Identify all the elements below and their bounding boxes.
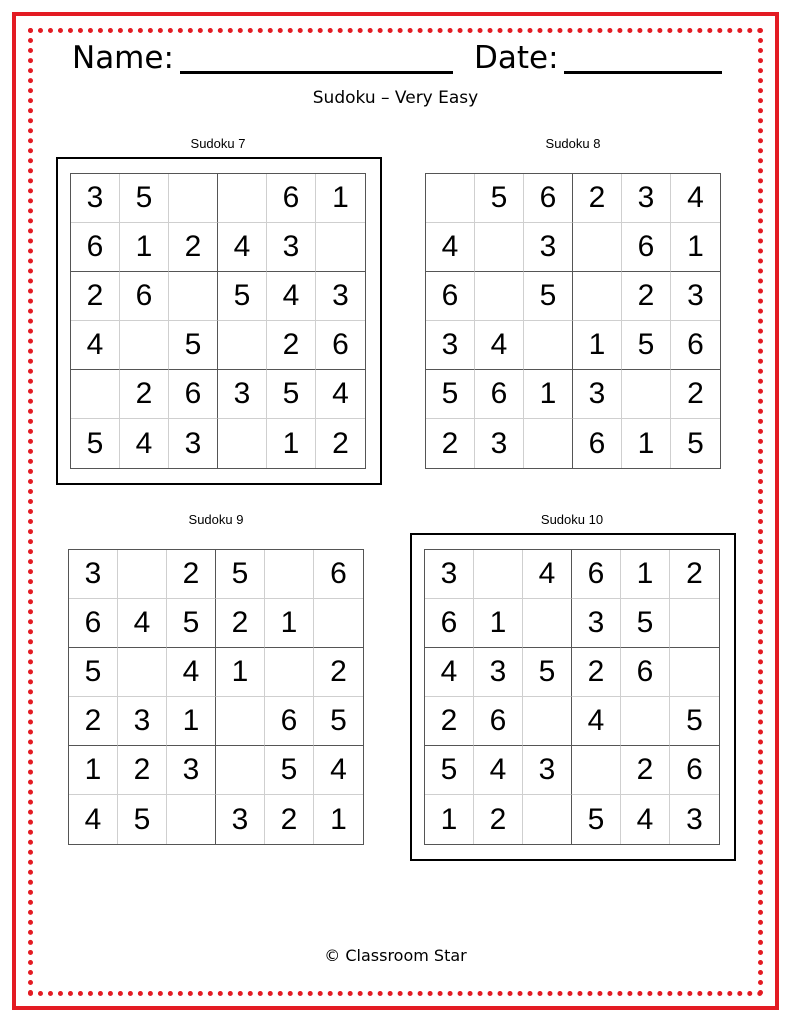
sudoku-cell: 6 (425, 599, 474, 648)
sudoku-cell: 6 (265, 697, 314, 746)
sudoku-cell: 5 (572, 795, 621, 844)
sudoku-cell: 2 (426, 419, 475, 468)
sudoku-cell: 5 (475, 174, 524, 223)
sudoku-cell (118, 550, 167, 599)
sudoku-cell (572, 746, 621, 795)
sudoku-cell: 6 (572, 550, 621, 599)
sudoku-cell: 6 (474, 697, 523, 746)
sudoku-cell: 5 (69, 648, 118, 697)
sudoku-cell (524, 321, 573, 370)
sudoku-cell: 6 (120, 272, 169, 321)
sudoku-cell (71, 370, 120, 419)
worksheet-subtitle: Sudoku – Very Easy (312, 88, 479, 108)
sudoku-cell: 4 (316, 370, 365, 419)
sudoku-cell: 5 (167, 599, 216, 648)
sudoku-cell: 5 (621, 599, 670, 648)
sudoku-cell: 4 (474, 746, 523, 795)
name-label: Name: (72, 40, 174, 76)
sudoku-cell: 3 (218, 370, 267, 419)
sudoku-cell: 2 (118, 746, 167, 795)
sudoku-cell: 5 (425, 746, 474, 795)
sudoku-cell: 3 (474, 648, 523, 697)
sudoku-cell: 5 (622, 321, 671, 370)
sudoku-grid (68, 549, 364, 845)
sudoku-cell: 3 (118, 697, 167, 746)
date-line (564, 71, 722, 74)
sudoku-cell: 4 (118, 599, 167, 648)
sudoku-cell: 3 (71, 174, 120, 223)
sudoku-cell (218, 321, 267, 370)
sudoku-cell: 5 (267, 370, 316, 419)
sudoku-cell: 2 (71, 272, 120, 321)
sudoku-cell: 5 (71, 419, 120, 468)
puzzle-title: Sudoku 8 (545, 136, 601, 151)
sudoku-cell: 4 (314, 746, 363, 795)
sudoku-cell (216, 746, 265, 795)
sudoku-cell: 3 (671, 272, 720, 321)
sudoku-cell: 2 (622, 272, 671, 321)
sudoku-cell (218, 419, 267, 468)
sudoku-cell (621, 697, 670, 746)
sudoku-cell: 2 (314, 648, 363, 697)
sudoku-cell: 6 (69, 599, 118, 648)
sudoku-cell (118, 648, 167, 697)
sudoku-cell: 5 (218, 272, 267, 321)
sudoku-cell: 3 (426, 321, 475, 370)
sudoku-cell: 5 (670, 697, 719, 746)
sudoku-cell: 1 (330, 802, 347, 836)
puzzle-title: Sudoku 10 (540, 512, 604, 527)
sudoku-cell: 4 (425, 648, 474, 697)
sudoku-cell (573, 272, 622, 321)
sudoku-cell (523, 697, 572, 746)
sudoku-cell (426, 174, 475, 223)
sudoku-cell: 2 (167, 550, 216, 599)
sudoku-cell (622, 370, 671, 419)
sudoku-cell: 3 (216, 795, 265, 844)
sudoku-cell (670, 599, 719, 648)
sudoku-cell (670, 648, 719, 697)
sudoku-cell: 3 (169, 419, 218, 468)
sudoku-cell: 6 (670, 746, 719, 795)
sudoku-cell: 6 (671, 321, 720, 370)
sudoku-cell: 4 (572, 697, 621, 746)
sudoku-cell (169, 174, 218, 223)
sudoku-cell: 2 (671, 370, 720, 419)
sudoku-cell (216, 697, 265, 746)
sudoku-cell: 2 (474, 795, 523, 844)
sudoku-cell: 2 (572, 648, 621, 697)
sudoku-cell: 1 (671, 223, 720, 272)
sudoku-cell: 2 (69, 697, 118, 746)
sudoku-cell: 2 (670, 550, 719, 599)
sudoku-cell: 4 (120, 419, 169, 468)
sudoku-cell: 6 (426, 272, 475, 321)
sudoku-cell: 5 (314, 697, 363, 746)
sudoku-cell: 3 (572, 599, 621, 648)
sudoku-cell: 5 (523, 648, 572, 697)
sudoku-grid (425, 173, 721, 469)
sudoku-cell: 2 (216, 599, 265, 648)
sudoku-cell: 4 (218, 223, 267, 272)
sudoku-cell: 5 (265, 746, 314, 795)
sudoku-cell (265, 550, 314, 599)
sudoku-cell: 4 (621, 795, 670, 844)
sudoku-cell: 4 (71, 321, 120, 370)
sudoku-cell: 3 (475, 419, 524, 468)
sudoku-cell: 4 (267, 272, 316, 321)
sudoku-cell (573, 223, 622, 272)
sudoku-cell: 2 (169, 223, 218, 272)
sudoku-cell: 1 (316, 174, 365, 223)
sudoku-cell: 1 (69, 746, 118, 795)
sudoku-cell: 1 (474, 599, 523, 648)
sudoku-cell: 2 (120, 370, 169, 419)
sudoku-cell: 1 (216, 648, 265, 697)
sudoku-cell: 3 (686, 802, 703, 836)
sudoku-cell (167, 795, 216, 844)
sudoku-cell: 1 (622, 419, 671, 468)
sudoku-cell: 2 (267, 321, 316, 370)
sudoku-cell: 3 (523, 746, 572, 795)
sudoku-cell: 5 (524, 272, 573, 321)
sudoku-cell (474, 550, 523, 599)
puzzle-title: Sudoku 7 (190, 136, 246, 151)
sudoku-cell: 5 (118, 795, 167, 844)
sudoku-cell (475, 272, 524, 321)
sudoku-cell: 2 (621, 746, 670, 795)
sudoku-cell (475, 223, 524, 272)
sudoku-cell: 1 (621, 550, 670, 599)
sudoku-cell: 3 (622, 174, 671, 223)
sudoku-cell: 1 (524, 370, 573, 419)
sudoku-cell: 3 (573, 370, 622, 419)
sudoku-cell: 4 (426, 223, 475, 272)
sudoku-cell: 6 (573, 419, 622, 468)
sudoku-cell: 2 (425, 697, 474, 746)
sudoku-cell: 3 (524, 223, 573, 272)
sudoku-cell: 1 (120, 223, 169, 272)
sudoku-cell: 1 (265, 599, 314, 648)
sudoku-cell: 3 (167, 746, 216, 795)
copyright-footer: © Classroom Star (324, 946, 467, 965)
sudoku-cell (120, 321, 169, 370)
sudoku-cell: 6 (621, 648, 670, 697)
sudoku-cell (265, 648, 314, 697)
sudoku-cell: 5 (120, 174, 169, 223)
sudoku-cell: 3 (425, 550, 474, 599)
sudoku-cell: 6 (169, 370, 218, 419)
sudoku-cell: 5 (687, 426, 704, 460)
sudoku-cell: 1 (573, 321, 622, 370)
sudoku-cell: 4 (475, 321, 524, 370)
sudoku-cell: 6 (475, 370, 524, 419)
sudoku-cell: 1 (167, 697, 216, 746)
sudoku-cell: 6 (267, 174, 316, 223)
date-label: Date: (474, 40, 559, 76)
sudoku-cell: 4 (69, 795, 118, 844)
sudoku-cell: 4 (523, 550, 572, 599)
puzzle-title: Sudoku 9 (188, 512, 244, 527)
sudoku-cell: 5 (169, 321, 218, 370)
sudoku-cell: 5 (426, 370, 475, 419)
sudoku-cell: 1 (425, 795, 474, 844)
sudoku-cell: 6 (524, 174, 573, 223)
sudoku-cell: 3 (316, 272, 365, 321)
sudoku-cell: 5 (216, 550, 265, 599)
sudoku-cell (169, 272, 218, 321)
sudoku-cell (524, 419, 573, 468)
name-line (180, 71, 453, 74)
sudoku-cell: 2 (265, 795, 314, 844)
sudoku-cell: 4 (671, 174, 720, 223)
sudoku-cell: 6 (622, 223, 671, 272)
sudoku-cell: 6 (316, 321, 365, 370)
sudoku-cell (523, 795, 572, 844)
sudoku-cell (523, 599, 572, 648)
sudoku-cell: 3 (267, 223, 316, 272)
sudoku-cell: 6 (71, 223, 120, 272)
sudoku-cell: 1 (267, 419, 316, 468)
sudoku-cell: 6 (314, 550, 363, 599)
sudoku-grid (70, 173, 366, 469)
sudoku-cell: 4 (167, 648, 216, 697)
sudoku-cell (314, 599, 363, 648)
sudoku-grid (424, 549, 720, 845)
sudoku-cell: 2 (332, 426, 349, 460)
sudoku-cell (218, 174, 267, 223)
sudoku-cell: 3 (69, 550, 118, 599)
sudoku-cell (316, 223, 365, 272)
sudoku-cell: 2 (573, 174, 622, 223)
